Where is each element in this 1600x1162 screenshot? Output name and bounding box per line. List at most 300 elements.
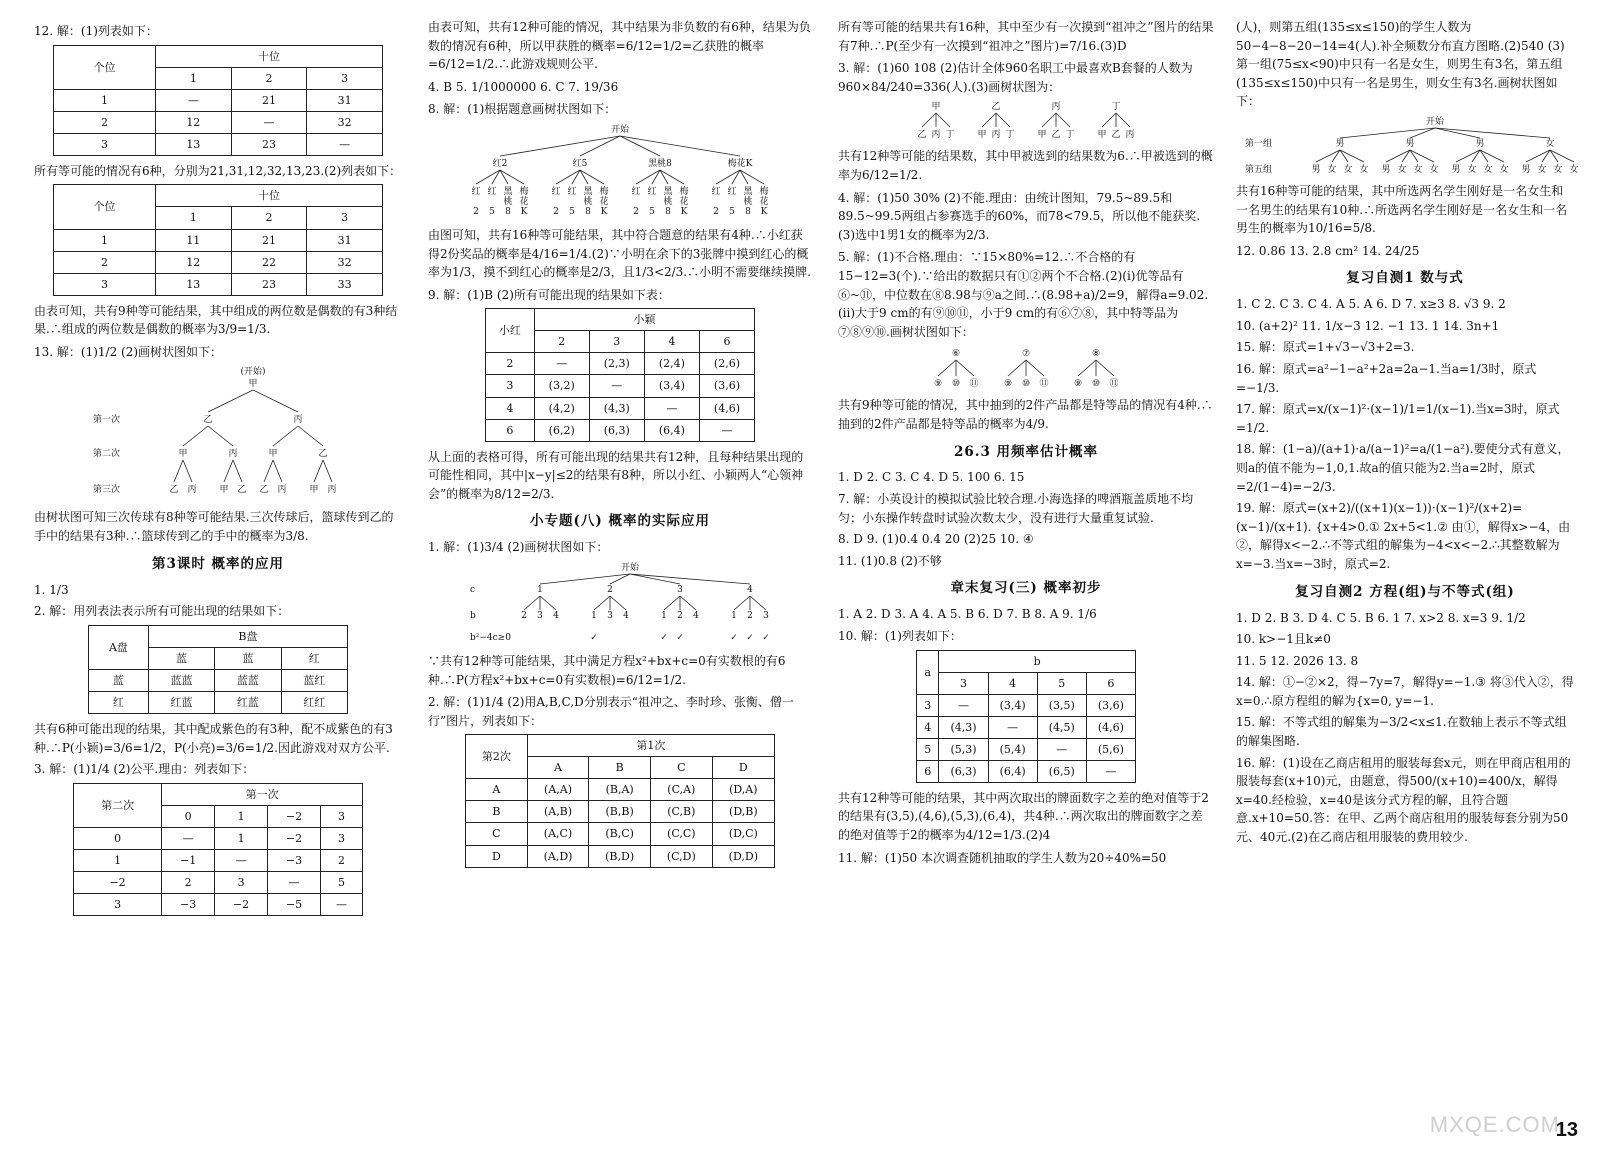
table-cell: 2 <box>54 111 156 133</box>
table-cell: 3 <box>486 375 535 397</box>
table-cell: (A,B) <box>527 801 589 823</box>
table-cell: 21 <box>231 229 307 251</box>
tree-node-label: 桃 <box>503 196 513 207</box>
table-cell: (4,6) <box>699 397 754 419</box>
table-cell: 3 <box>54 133 156 155</box>
tree-row-label: b <box>470 610 476 621</box>
tree-diagram-q3 <box>906 99 1146 143</box>
table-cell: (2,6) <box>699 353 754 375</box>
table-row <box>54 133 383 155</box>
table-column-group-header: B盘 <box>148 625 347 647</box>
table-cell: 1 <box>215 827 268 849</box>
c4-p1: (人)，则第五组(135≤x≤150)的学生人数为50−4−8−20−14=4(人).补全频数分布直方图略.(2)540 (3)第一组(75≤x<90)中只有一名是女生，则男生有3名，第五组(135≤x≤150)中只有一名是男生，则女生有3名.画树状图如下： <box>1236 20 1565 109</box>
table-cell: — <box>320 893 362 915</box>
table-cell: — <box>307 133 383 155</box>
tree-node-label: 女 <box>1429 164 1439 175</box>
tree-node-label: 女 <box>1467 164 1477 175</box>
tree-node-label: 黑 <box>503 186 513 197</box>
tree-node-label: K <box>600 206 608 217</box>
tree-node-label: 1 <box>731 610 737 621</box>
table-corner-header: 个位 <box>54 45 156 89</box>
tree-node-label: 丙 <box>991 130 1001 141</box>
table-column-header: 1 <box>155 207 231 229</box>
table-cell: D <box>466 845 528 867</box>
tree-node-label: 甲 <box>977 130 987 141</box>
tree-node-label: 甲 <box>1037 130 1047 141</box>
tree-node-label: 甲 <box>219 485 229 496</box>
c3-p13: 共有12种等可能的结果，其中两次取出的牌面数字之差的绝对值等于2的结果有(3,5),(4,6),(5,3),(6,4)，共4种.∴两次取出的牌面数字之差的绝对值等于2的概率为4/12=1/3.(2)4 <box>838 790 1209 842</box>
tree-branch <box>273 426 298 446</box>
c3-p9: 8. D 9. (1)0.4 0.4 20 (2)25 10. ④ <box>838 532 1034 547</box>
tree-node-label: 红 <box>471 186 481 197</box>
tree-node-label: 花 <box>519 196 529 207</box>
c4-p13: 11. 5 12. 2026 13. 8 <box>1236 653 1359 668</box>
c4-p6: 15. 解：原式=1+√3−√3+2=3. <box>1236 340 1415 355</box>
tree-branch <box>594 596 610 610</box>
table-column-header: 1 <box>155 67 231 89</box>
tree-node-label: 花 <box>599 196 609 207</box>
c2-p7: 1. 解：(1)3/4 (2)画树状图如下： <box>428 540 609 555</box>
table-cell: (C,A) <box>651 779 713 801</box>
table-cell: — <box>231 111 307 133</box>
tree-node-label: ⑨ <box>933 379 943 390</box>
table-cell: 蓝蓝 <box>215 669 281 691</box>
c3-p5: 5. 解：(1)不合格.理由：∵15×80%=12.∴不合格的有15−12=3(个).∵给出的数据只有①②两个不合格.(2)(i)优等品有⑥~⑪，中位数在⑧8.98与⑨a之间.∴(8.98+a)/2=9，解得a=9.02.(ii)大于9 cm的有⑨⑩⑪，小于9 cm的有⑥⑦⑧，其中特等品为⑦⑧⑨⑩.画树状图如下： <box>838 250 1209 339</box>
c3-p2: 3. 解：(1)60 108 (2)估计全体960名职工中最喜欢B套餐的人数为960×84/240=336(人).(3)画树状图为： <box>838 61 1193 94</box>
tree-branch <box>183 460 192 482</box>
table-cell: (6,2) <box>534 419 589 441</box>
check-mark: ✓ <box>746 632 754 643</box>
table-cell: — <box>1037 738 1086 760</box>
q12-text2: 由表可知，共有9种等可能结果，其中组成的两位数是偶数的有3种结果.∴组成的两位数是偶数的概率为3/9=1/3. <box>34 303 398 337</box>
tree-branch <box>982 113 996 127</box>
table-cell: 33 <box>307 273 383 295</box>
tree-diagram-q13 <box>93 364 343 504</box>
tree-node-label: 丙 <box>1125 130 1135 141</box>
tree-node-label: 梅 <box>679 186 689 197</box>
tree-node-label: 梅 <box>599 186 609 197</box>
table-cell: (A,D) <box>527 845 589 867</box>
tree-node-label: 4 <box>623 610 629 621</box>
table-row <box>74 827 363 849</box>
tree-node-label: 梅 <box>759 186 769 197</box>
tree-node-label: 丁 <box>1111 102 1121 113</box>
c3-p10: 11. (1)0.8 (2)不够 <box>838 553 942 568</box>
tree-node-label: 红2 <box>492 158 508 169</box>
tree-node-label: 2 <box>553 206 559 217</box>
tree-node-label: 黑 <box>663 186 673 197</box>
table-cell: (3,6) <box>699 375 754 397</box>
table-cell: (B,B) <box>589 801 651 823</box>
table-column-header: 6 <box>699 331 754 353</box>
table-cell: 蓝红 <box>281 669 347 691</box>
table-column-header: A <box>527 757 589 779</box>
tree-node-label: K <box>520 206 528 217</box>
column-2 <box>428 18 812 1148</box>
table-cell: 1 <box>74 849 162 871</box>
table-cell: (3,2) <box>534 375 589 397</box>
tree-branch <box>1102 113 1116 127</box>
tree-branch <box>298 426 323 446</box>
column-4 <box>1236 18 1579 1148</box>
tree-node-label: 甲 <box>931 102 941 113</box>
table-corner-header: A盘 <box>89 625 149 669</box>
answer-3-intro: 3. 解：(1)1/4 (2)公平.理由：列表如下： <box>34 762 255 777</box>
tree-node-label: ⑪ <box>1039 379 1049 390</box>
table-cell: — <box>215 849 268 871</box>
c2-p5: 9. 解：(1)B (2)所有可能出现的结果如下表： <box>428 287 670 302</box>
c3-p6: 共有9种等可能的情况，其中抽到的2件产品都是特等品的情况有4种.∴抽到的2件产品都是特等品的概率为4/9. <box>838 398 1213 431</box>
table-row <box>54 111 383 133</box>
table-cell: 3 <box>320 827 362 849</box>
tree-node-label: 丙 <box>228 449 238 460</box>
table-cell: 4 <box>917 716 939 738</box>
tree-branch <box>630 574 750 584</box>
tree-node-label: 女 <box>1499 164 1509 175</box>
tree-node-label: ⑪ <box>1109 379 1119 390</box>
table-cell: −2 <box>268 827 321 849</box>
table-cell: C <box>466 823 528 845</box>
tree-diagram-bc <box>470 560 770 648</box>
table-cell: (6,3) <box>589 419 644 441</box>
table-tens-units-2 <box>53 184 383 295</box>
tree-row-label: 第一次 <box>93 415 121 426</box>
tree-node-label: 3 <box>677 584 683 595</box>
table-cell: (6,4) <box>644 419 699 441</box>
c4-p16: 16. 解：(1)设在乙商店租用的服装每套x元，则在甲商店租用的服装每套(x+10)元，由题意，得500/(x+10)=400/x，解得x=40.经检验，x=40是该分式方程的解，且符合题意.x+10=50.答：在甲、乙两个商店租用的服装每套分别为50元、40元.(2)在乙商店租用服装的费用较少. <box>1236 755 1571 845</box>
table-cell: 32 <box>307 251 383 273</box>
c4-p15: 15. 解：不等式组的解集为−3/2<x≤1.在数轴上表示不等式组的解集图略. <box>1236 715 1567 749</box>
q13-text: 由树状图可知三次传球有8种等可能结果.三次传球后，篮球传到乙的手中的结果有3种.∴篮球传到乙的手中的概率为3/8. <box>34 510 394 544</box>
table-cell: — <box>988 716 1037 738</box>
tree-node-label: 1 <box>661 610 667 621</box>
c4-p7: 16. 解：原式=a²−1−a²+2a=2a−1.当a=1/3时，原式=−1/3. <box>1236 362 1537 395</box>
tree-node-label: 女 <box>1327 164 1337 175</box>
tree-branch <box>620 136 740 156</box>
c3-p3: 共有12种等可能的结果数，其中甲被选到的结果数为6.∴甲被选到的概率为6/12=1/2. <box>838 149 1213 182</box>
tree-node-label: ⑩ <box>1091 379 1101 390</box>
tree-node-label: 甲 <box>1097 130 1107 141</box>
table-cell: 红蓝 <box>148 691 214 713</box>
tree-node-label: 红 <box>727 186 737 197</box>
table-column-header: 5 <box>1037 672 1086 694</box>
table-cell: — <box>1086 760 1135 782</box>
table-cell: (5,6) <box>1086 738 1135 760</box>
table-cell: (D,B) <box>712 801 774 823</box>
tree-node-label: 男 <box>1311 164 1321 175</box>
tree-branch <box>253 390 298 412</box>
tree-branch <box>524 596 540 610</box>
tree-node-label: 开始 <box>610 124 630 135</box>
c4-p5: 10. (a+2)² 11. 1/x−3 12. −1 13. 1 14. 3n+1 <box>1236 318 1500 333</box>
c2-p6: 从上面的表格可得，所有可能出现的结果共有12种，且每种结果出现的可能性相同，其中|x−y|≤2的结果有8种，所以小红、小颖两人“心领神会”的概率为8/12=2/3. <box>428 449 804 501</box>
q13-intro: 13. 解：(1)1/2 (2)画树状图如下： <box>34 344 223 359</box>
tree-node-label: 桃 <box>663 196 673 207</box>
tree-node-label: 丙 <box>1051 102 1061 113</box>
tree-node-label: 2 <box>473 206 479 217</box>
tree-branch <box>208 426 233 446</box>
tree-node-label: ⑨ <box>1003 379 1013 390</box>
table-cell: — <box>644 397 699 419</box>
tree-row-label: 第五组 <box>1245 164 1273 175</box>
c4-p12: 10. k>−1且k≠0 <box>1236 632 1331 647</box>
tree-branch <box>1435 128 1480 138</box>
table-column-group-header: 第一次 <box>162 783 363 805</box>
tree-node-label: 丁 <box>1065 130 1075 141</box>
tree-node-label: 甲 <box>178 449 188 460</box>
tree-node-label: 红 <box>551 186 561 197</box>
tree-node-label: 丁 <box>1005 130 1015 141</box>
tree-branch <box>314 460 323 482</box>
tree-node-label: 2 <box>607 584 613 595</box>
table-cell: (5,3) <box>939 738 988 760</box>
c4-p9: 18. 解：(1−a)/(a+1)·a/(a−1)²=a/(1−a²).要使分式有意义，则a的值不能为−1,0,1.故a的值只能为2.当a=2时，原式=2/(1−4)=−2/3. <box>1236 442 1570 494</box>
tree-node-label: 甲 <box>268 449 278 460</box>
table-column-header: 2 <box>231 67 307 89</box>
tree-branch <box>264 460 273 482</box>
c4-p2: 共有16种等可能的结果，其中所选两名学生刚好是一名女生和一名男生的结果有10种.∴所选两名学生刚好是一名女生和一名男生的概率为10/16=5/8. <box>1236 183 1568 236</box>
tree-branch <box>1026 360 1044 376</box>
table-row <box>486 353 755 375</box>
tree-branch <box>922 113 936 127</box>
tree-branch <box>540 574 630 584</box>
table-column-header: 6 <box>1086 672 1135 694</box>
table-cell: 3 <box>74 893 162 915</box>
table-row <box>917 694 1136 716</box>
table-row <box>74 849 363 871</box>
table-cell: −5 <box>268 893 321 915</box>
table-corner-header: a <box>917 650 939 694</box>
tree-node-label: 8 <box>665 206 671 217</box>
table-cell: — <box>699 419 754 441</box>
table-cell: 1 <box>54 89 156 111</box>
table-cell: (3,4) <box>988 694 1037 716</box>
table-row <box>54 89 383 111</box>
table-cell: (4,6) <box>1086 716 1135 738</box>
tree-node-label: 花 <box>759 196 769 207</box>
c2-p2: 4. B 5. 1/1000000 6. C 7. 19/36 <box>428 79 619 94</box>
check-mark: ✓ <box>730 632 738 643</box>
tree-node-label: 8 <box>745 206 751 217</box>
table-cell: — <box>589 375 644 397</box>
table-cell: 32 <box>307 111 383 133</box>
table-cell: (4,3) <box>589 397 644 419</box>
tree-node-label: 女 <box>1537 164 1547 175</box>
table-row <box>89 669 348 691</box>
tree-node-label: ⑩ <box>951 379 961 390</box>
table-cell: — <box>268 871 321 893</box>
table-corner-header: 个位 <box>54 185 156 229</box>
tree-node-label: 红 <box>487 186 497 197</box>
table-cell: (B,C) <box>589 823 651 845</box>
tree-node-label: 男 <box>1521 164 1531 175</box>
tree-row-label: 第二次 <box>93 449 121 460</box>
tree-node-label: 红 <box>631 186 641 197</box>
tree-branch <box>1042 113 1056 127</box>
tree-node-label: 女 <box>1483 164 1493 175</box>
c2-p1: 由表可知，共有12种可能的情况，其中结果为非负数的有6种，结果为负数的情况有6种，所以甲获胜的概率=6/12=1/2=乙获胜的概率=6/12=1/2.∴此游戏规则公平. <box>428 20 811 72</box>
tree-branch <box>500 136 620 156</box>
table-cell: 13 <box>155 273 231 295</box>
table-column-group-header: 十位 <box>155 185 382 207</box>
c2-p3: 8. 解：(1)根据题意画树状图如下： <box>428 102 617 117</box>
tree-row-label: c <box>470 584 476 595</box>
table-row <box>486 419 755 441</box>
table-cell: 蓝蓝 <box>148 669 214 691</box>
table-row <box>54 229 383 251</box>
tree-node-label: 男 <box>1381 164 1391 175</box>
tree-node-label: 黑桃8 <box>648 158 672 169</box>
watermark: MXQE.COM <box>1429 1111 1560 1137</box>
tree-node-label: ⑥ <box>951 349 961 360</box>
tree-node-label: K <box>680 206 688 217</box>
tree-branch <box>233 460 242 482</box>
tree-node-label: 5 <box>729 206 735 217</box>
table-column-header: C <box>651 757 713 779</box>
tree-node-label: ⑪ <box>969 379 979 390</box>
tree-node-label: 女 <box>1545 138 1555 149</box>
table-column-header: 蓝 <box>215 647 281 669</box>
tree-node-label: 乙 <box>259 485 269 496</box>
tree-node-label: ⑩ <box>1021 379 1031 390</box>
q12-text1: 所有等可能的情况有6种，分别为21,31,12,32,13,23.(2)列表如下： <box>34 163 402 178</box>
table-column-group-header: 第1次 <box>527 735 774 757</box>
tree-node-label: 男 <box>1335 138 1345 149</box>
table-column-group-header: 小颖 <box>534 309 754 331</box>
table-cell: (3,6) <box>1086 694 1135 716</box>
table-cell: (4,5) <box>1037 716 1086 738</box>
tree-row-label: 第一组 <box>1245 138 1273 149</box>
section-title-frequency: 26.3 用频率估计概率 <box>953 443 1099 460</box>
table-row <box>466 801 775 823</box>
table-row <box>54 273 383 295</box>
tree-node-label: 男 <box>1451 164 1461 175</box>
table-row <box>54 251 383 273</box>
c3-p11: 1. A 2. D 3. A 4. A 5. B 6. D 7. B 8. A 9. 1/6 <box>838 607 1097 622</box>
table-column-header: 0 <box>162 805 215 827</box>
tree-branch <box>174 460 183 482</box>
c3-p1: 所有等可能的结果共有16种，其中至少有一次摸到“祖冲之”图片的结果有7种.∴P(至少有一次摸到“祖冲之”图片)=7/16.(3)D <box>838 20 1214 53</box>
c4-p14: 14. 解：①−②×2，得−7y=7，解得y=−1.③ 将③代入②，得x=0.∴原方程组的解为{x=0, y=−1. <box>1236 675 1574 708</box>
tree-node-label: 乙 <box>991 102 1001 113</box>
tree-branch <box>750 596 766 610</box>
tree-node-label: 开始 <box>620 562 640 573</box>
table-cell: 13 <box>155 133 231 155</box>
table-cell: 5 <box>917 738 939 760</box>
table-cell: (2,3) <box>589 353 644 375</box>
table-cell: (C,D) <box>651 845 713 867</box>
tree-branch <box>630 574 680 584</box>
table-cell: (A,A) <box>527 779 589 801</box>
table-cell: 红红 <box>281 691 347 713</box>
tree-node-label: ⑨ <box>1073 379 1083 390</box>
table-two-draws <box>73 783 363 916</box>
tree-branch <box>1435 128 1550 138</box>
tree-branch <box>224 460 233 482</box>
table-row <box>917 716 1136 738</box>
section-title-self-test-2: 复习自测2 方程(组)与不等式(组) <box>1295 583 1515 600</box>
tree-node-label: 桃 <box>583 196 593 207</box>
table-cell: 2 <box>162 871 215 893</box>
tree-branch <box>996 113 1010 127</box>
tree-branch <box>734 596 750 610</box>
table-cell: (6,4) <box>988 760 1037 782</box>
tree-node-label: 1 <box>537 584 543 595</box>
tree-node-label: 女 <box>1413 164 1423 175</box>
table-column-header: 3 <box>589 331 644 353</box>
section-title-self-test-1: 复习自测1 数与式 <box>1346 270 1464 287</box>
tree-node-label: 丙 <box>293 415 303 426</box>
table-cell: 3 <box>215 871 268 893</box>
table-row <box>466 823 775 845</box>
tree-branch <box>1008 360 1026 376</box>
table-cell: (6,5) <box>1037 760 1086 782</box>
tree-row-label: 第三次 <box>93 485 121 496</box>
table-cell: (D,C) <box>712 823 774 845</box>
tree-node-label: 梅花K <box>727 158 753 169</box>
tree-node-label: 5 <box>649 206 655 217</box>
tree-node-label: 梅 <box>519 186 529 197</box>
tree-node-label: 2 <box>747 610 753 621</box>
table-xiaohong-xiaoying <box>485 308 755 441</box>
table-cell: (4,2) <box>534 397 589 419</box>
tree-node-label: 乙 <box>169 485 179 496</box>
page-number: 13 <box>1555 1119 1578 1141</box>
tree-node-label: 男 <box>1405 138 1415 149</box>
table-column-header: 3 <box>307 67 383 89</box>
table-column-header: 1 <box>215 805 268 827</box>
table-cell: (6,3) <box>939 760 988 782</box>
tree-node-label: 花 <box>679 196 689 207</box>
table-cell: −3 <box>162 893 215 915</box>
tree-row-label: b²−4c≥0 <box>470 632 511 643</box>
table-cell: 11 <box>155 229 231 251</box>
c4-p4: 1. C 2. C 3. C 4. A 5. A 6. D 7. x≥3 8. √3 9. 2 <box>1236 297 1506 312</box>
table-cell: (B,A) <box>589 779 651 801</box>
table-row <box>917 738 1136 760</box>
table-cell: 6 <box>917 760 939 782</box>
table-row <box>466 779 775 801</box>
table-row <box>466 845 775 867</box>
table-row <box>74 871 363 893</box>
column-1 <box>34 18 402 1148</box>
tree-node-label: 2 <box>713 206 719 217</box>
tree-node-label: 桃 <box>743 196 753 207</box>
c3-p12: 10. 解：(1)列表如下： <box>838 628 962 643</box>
table-column-header: 3 <box>307 207 383 229</box>
tree-node-label: 丙 <box>327 485 337 496</box>
tree-node-label: 3 <box>763 610 769 621</box>
table-cell: (D,D) <box>712 845 774 867</box>
section-title-special-topic: 小专题(八) 概率的实际应用 <box>530 513 710 530</box>
tree-node-label: 甲 <box>248 379 258 390</box>
tree-node-label: 红 <box>567 186 577 197</box>
tree-node-label: ⑦ <box>1021 349 1031 360</box>
c3-p7: 1. D 2. C 3. C 4. D 5. 100 6. 15 <box>838 470 1025 485</box>
tree-node-label: 丙 <box>931 130 941 141</box>
table-column-header: 红 <box>281 647 347 669</box>
table-cell: 红蓝 <box>215 691 281 713</box>
table-cell: 22 <box>231 251 307 273</box>
tree-node-label: 4 <box>553 610 559 621</box>
c3-p4: 4. 解：(1)50 30% (2)不能.理由：由统计图知，79.5~89.5和89.5~99.5两组占参赛选手的60%，而78<79.5，所以他不能获奖.(3)选中1男1女的概率为2/3. <box>838 190 1201 242</box>
table-cell: 6 <box>486 419 535 441</box>
tree-branch <box>323 460 332 482</box>
c4-p10: 19. 解：原式=(x+2)/((x+1)(x−1))·(x−1)²/(x+2)=(x−1)/(x+1). {x+4>0.① 2x+5<1.② 由①，解得x>−4，由②，解得x<−2.∴不等式组的解集为−4<x<−2.∴其整数解为x=−3.当x=−3时，原式=2. <box>1236 501 1571 571</box>
table-cell: 0 <box>74 827 162 849</box>
table-row <box>486 375 755 397</box>
table-row <box>917 760 1136 782</box>
